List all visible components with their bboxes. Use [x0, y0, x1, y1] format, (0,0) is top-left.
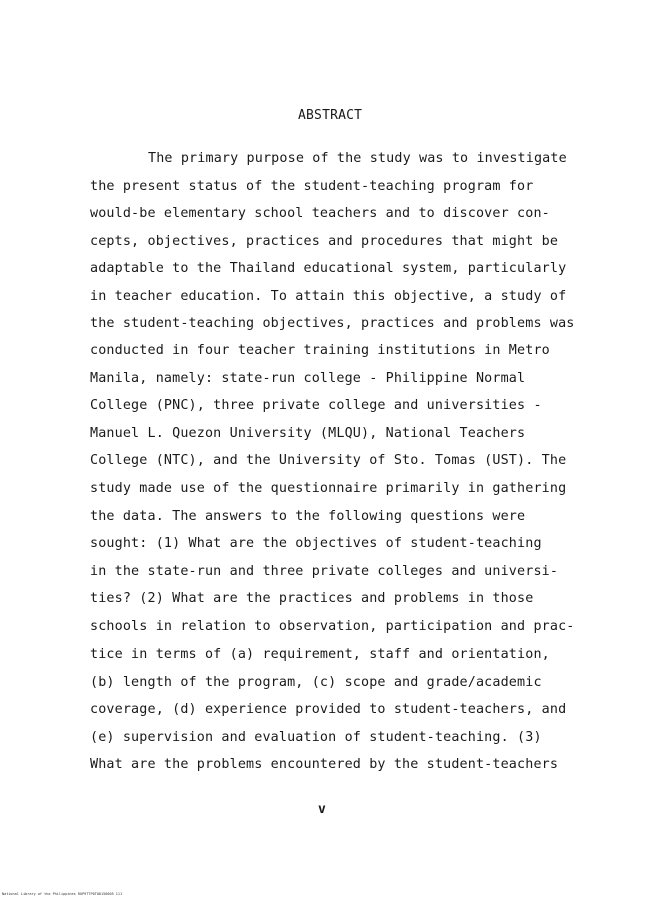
page-number: v — [318, 802, 326, 817]
body-line: cepts, objectives, practices and procedures that might be — [90, 234, 559, 249]
body-line: ties? (2) What are the practices and problems in those — [90, 591, 534, 606]
body-line: adaptable to the Thailand educational system, particularly — [90, 261, 567, 276]
body-line: the present status of the student-teaching program for — [90, 179, 534, 194]
body-line: (b) length of the program, (c) scope and grade/academic — [90, 675, 542, 690]
footer-note: National Library of the Philippines RUP9TTP0T00150005 111 — [2, 892, 123, 896]
body-line: Manuel L. Quezon University (MLQU), National Teachers — [90, 426, 526, 441]
body-line: (e) supervision and evaluation of student-teaching. (3) — [90, 730, 542, 745]
body-line: the data. The answers to the following questions were — [90, 509, 526, 524]
body-line: College (PNC), three private college and universities - — [90, 398, 542, 413]
body-line: sought: (1) What are the objectives of student-teaching — [90, 536, 542, 551]
body-line: schools in relation to observation, participation and prac- — [90, 619, 575, 634]
body-line: would-be elementary school teachers and to discover con- — [90, 206, 550, 221]
body-line: the student-teaching objectives, practices and problems was — [90, 316, 575, 331]
body-line: Manila, namely: state-run college - Philippine Normal — [90, 371, 526, 386]
body-line: study made use of the questionnaire primarily in gathering — [90, 481, 567, 496]
body-line: The primary purpose of the study was to investigate — [148, 151, 567, 166]
body-line: conducted in four teacher training institutions in Metro — [90, 343, 550, 358]
body-line: College (NTC), and the University of Sto. Tomas (UST). The — [90, 453, 567, 468]
body-line: in the state-run and three private colleges and universi- — [90, 564, 559, 579]
body-line: coverage, (d) experience provided to student-teachers, and — [90, 702, 567, 717]
body-line: in teacher education. To attain this objective, a study of — [90, 289, 567, 304]
body-line: What are the problems encountered by the student-teachers — [90, 757, 559, 772]
abstract-heading: ABSTRACT — [298, 108, 363, 123]
body-line: tice in terms of (a) requirement, staff and orientation, — [90, 647, 550, 662]
